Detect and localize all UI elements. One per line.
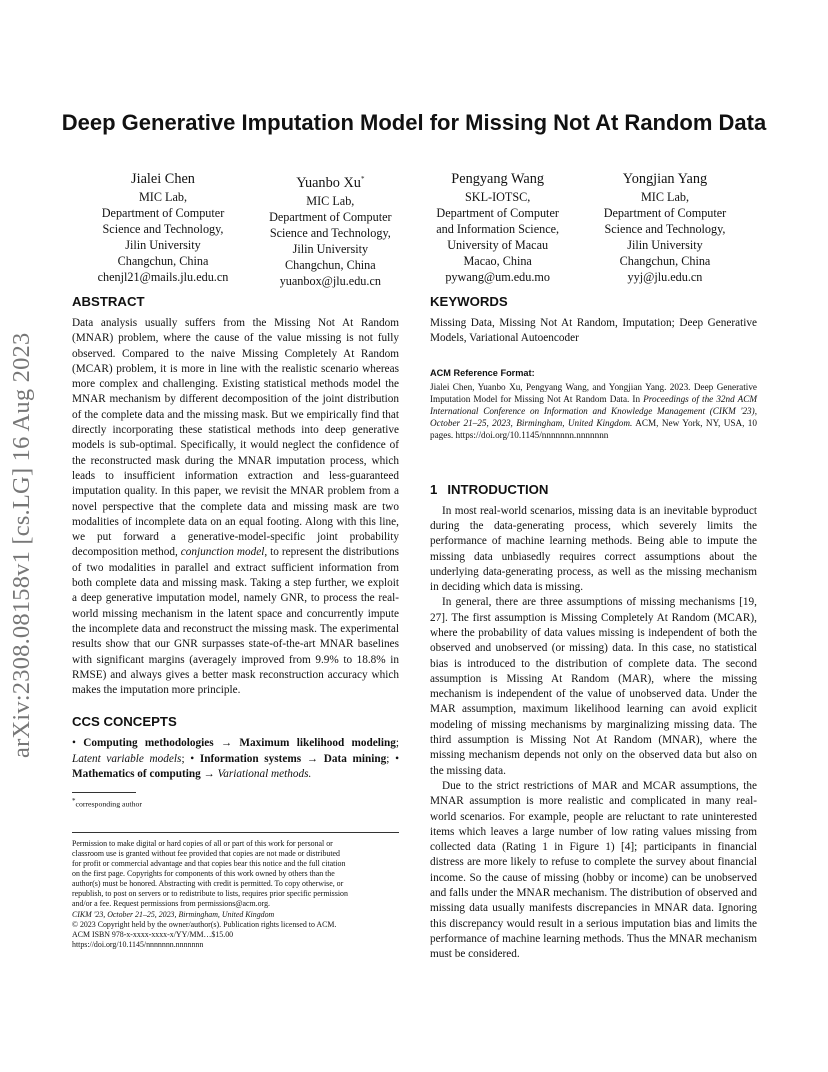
author-name: Yongjian Yang [622,171,708,187]
doi-link[interactable]: https://doi.org/10.1145/nnnnnnn.nnnnnnn [72,939,204,949]
left-column [72,293,399,950]
author-affiliation: MIC Lab, [306,193,355,208]
author-block [80,170,246,289]
author-affiliation: Changchun, China [619,254,711,269]
corresponding-mark: * [360,175,365,183]
keywords-heading: KEYWORDS [430,294,508,309]
author-block [582,170,748,289]
author-affiliation: Science and Technology, [604,222,726,237]
author-affiliation: Jilin University [125,238,201,253]
author-affiliation: Changchun, China [117,254,209,269]
paper-title: Deep Generative Imputation Model for Missing Not At Random Data [61,110,767,135]
author-list [80,170,748,289]
reference-format-heading: ACM Reference Format: [430,367,535,378]
ccs-heading: CCS CONCEPTS [72,714,177,730]
author-email: chenjl21@mails.jlu.edu.cn [97,270,229,285]
author-email: yuanbox@jlu.edu.cn [279,274,381,289]
abstract-emphasis: conjunction model [180,546,265,559]
author-name: Yuanbo Xu* [296,174,365,191]
author-email: pywang@um.edu.mo [445,270,550,285]
right-column [430,293,757,963]
author-name: Pengyang Wang [451,171,544,187]
author-affiliation: Department of Computer [603,206,727,221]
arxiv-identifier: arXiv:2308.08158v1 [cs.LG] 16 Aug 2023 [8,332,35,758]
intro-paragraph: Due to the strict restrictions of MAR and MCAR assumptions, the MNAR assumption is more realistic and complicated in many real-world scenarios. For example, people are reluctant to rate uninterested items which leaves a large number of low rating values missing from collected data (Rating 1 in Figure 1) [4]; participants in financial distress are more likely to refuse to complete the survey about financial income. So the cause of missing (hobby or income) can be unobserved and falls under the MNAR mechanism. The distribution of observed and missing data usually manifests discrepancies in MNAR data. Ignoring this discrepancy would result in a serious imputation bias and limits the performance of machine learning methods. Thus the MNAR mechanism must be considered. [430,779,757,961]
permission-rule [72,832,399,833]
author-affiliation: MIC Lab, [138,190,188,204]
author-block [415,170,581,289]
ccs-concepts: • Computing methodologies → Maximum likelihood modeling; Latent variable models; • Information systems → Data mining; • Mathematics of computing → Variational methods. [72,737,400,781]
footnote-rule [72,792,136,793]
author-affiliation: Science and Technology, [269,225,391,240]
author-affiliation: Jilin University [292,242,369,257]
author-affiliation: Macao, China [463,254,532,269]
intro-paragraph: In general, there are three assumptions of missing mechanisms [19, 27]. The first assumption is Missing Completely At Random (MCAR), where the probability of data values missing is independent of both the observed and unobserved (or missing) data. In this case, no statistical bias is introduced to the distribution of complete data. The second assumption is Missing At Random (MAR), where the missing mechanism is independent of the value of unobserved data. Under the MAR assumption, maximum likelihood learning can avoid explicit modeling of missing mechanisms by marginalizing missing data. The third assumption is Missing Not At Random (MNAR), where the missing mechanism depends not only on the observed data but also on the missing data. [430,596,757,777]
author-affiliation: MIC Lab, [640,190,690,204]
author-affiliation: Jilin University [627,238,703,253]
footnote: *corresponding author [72,797,142,809]
venue-line: CIKM '23, October 21–25, 2023, Birmingham, United Kingdom [72,909,275,919]
reference-format-text: Jialei Chen, Yuanbo Xu, Pengyang Wang, and Yongjian Yang. 2023. Deep Generative Imputation Model for Missing Not At Random Data. In Proceedings of the 32nd ACM International Conference on Information and Knowledge Management (CIKM '23), October 21–25, 2023, Birmingham, United Kingdom. ACM, New York, NY, USA, 10 pages. https://doi.org/10.1145/nnnnnnn.nnnnnnn [430,381,757,441]
author-email: yyj@jlu.edu.cn [627,270,703,285]
author-affiliation: Department of Computer [436,206,559,221]
abstract-heading: ABSTRACT [72,294,145,309]
author-affiliation: University of Macau [447,238,549,253]
author-affiliation: Department of Computer [269,209,392,224]
intro-paragraph: In most real-world scenarios, missing data is an inevitable byproduct during the data-generating process, which severely limits the performance of machine learning methods. Being able to impute the missing data unbiasedly requires correct assumptions about the underlying data-generating process, as well as the missing mechanism in deciding which data is missing. [430,504,757,594]
author-affiliation: and Information Science, [436,222,560,237]
author-affiliation: Science and Technology, [102,222,224,237]
abstract-text: Data analysis usually suffers from the Missing Not At Random (MNAR) problem, where the cause of the value missing is not fully observed. Compared to the naive Missing Completely At Random (MCAR) problem, it is more in line with the realistic scenario whereas more complex and challenging. Existing statistical methods model the MNAR mechanism by different decomposition of the joint distribution of the complete data and the missing mask. But we empirically find that directly incorporating these statistical methods into deep generative models is sub-optimal. Specifically, it would neglect the confidence of the reconstructed mask during the MNAR imputation process, which leads to insufficient information extraction and less-guaranteed imputation quality. In this paper, we revisit the MNAR problem from a novel perspective that the complete data and missing mask are two modalities of incomplete data on an equal footing. Along with this line, we put forward a generative-model-specific joint probability decomposition method, conjunction model, to represent the distributions of two modalities in parallel and extract sufficient information from both complete data and missing mask. Taking a step further, we exploit a deep generative imputation model, namely GNR, to process the real-world missing mechanism in the latent space and concurrently impute the incomplete data and reconstruct the missing mask. The experimental results show that our GNR surpasses state-of-the-art MNAR baselines with significant margins (averagely improved from 9.9% to 18.8% in RMSE) and always gives a better mask reconstruction accuracy which makes the imputation more principle. [72,317,399,697]
author-affiliation: Department of Computer [101,206,225,221]
introduction-heading: 1 INTRODUCTION [430,481,549,497]
isbn-line: ACM ISBN 978-x-xxxx-xxxx-x/YY/MM…$15.00 [72,929,234,939]
keywords-text: Missing Data, Missing Not At Random, Imputation; Deep Generative Models, Variational Autoencoder [430,317,757,345]
author-affiliation: SKL-IOTSC, [464,190,531,204]
author-affiliation: Changchun, China [284,258,376,273]
author-block [247,170,413,289]
copyright-line: © 2023 Copyright held by the owner/author(s). Publication rights licensed to ACM. [72,919,337,929]
author-name: Jialei Chen [131,171,195,187]
permission-notice: Permission to make digital or hard copies of all or part of this work for personal or classroom use is granted without fee provided that copies are not made or distributed for profit or commercial advantage and that copies bear this notice and the full citation on the first page. Copyrights for components of this work owned by others than the author(s) must be honored. Abstracting with credit is permitted. To copy otherwise, or republish, to post on servers or to redistribute to lists, requires prior specific permission and/or a fee. Request permissions from permissions@acm.org. CIKM '23, October 21–25, 2023, Birmingham, United Kingdom © 2023 Copyright held by the owner/author(s). Publication rights licensed to ACM. ACM ISBN 978-x-xxxx-xxxx-x/YY/MM…$15.00 https://doi.org/10.1145/nnnnnnn.nnnnnnn [72,839,399,950]
